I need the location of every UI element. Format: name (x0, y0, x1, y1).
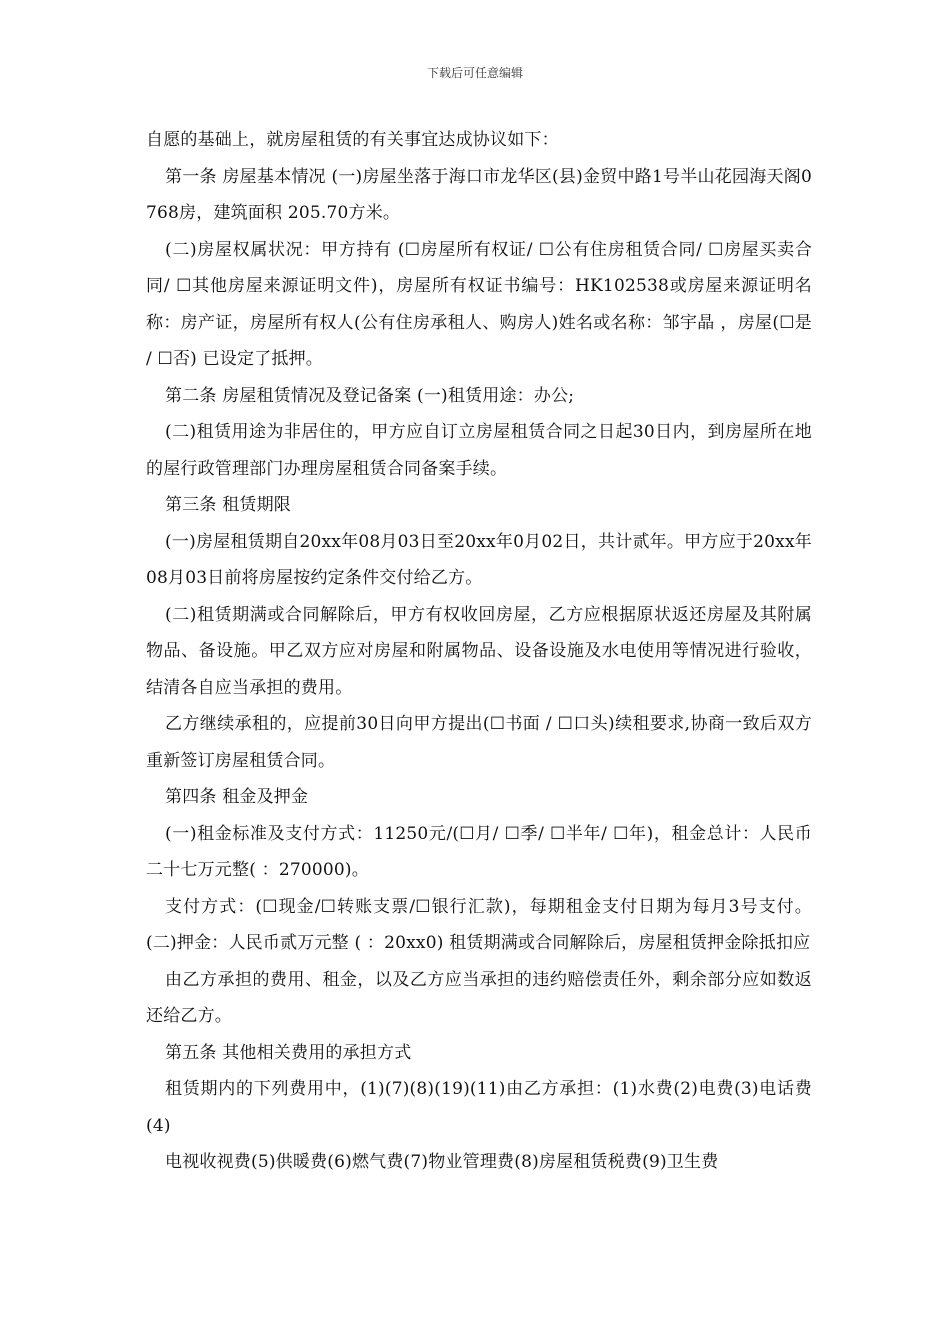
paragraph-return: (二)租赁期满或合同解除后，甲方有权收回房屋，乙方应根据原状返还房屋及其附属物品、备设施。甲乙双方应对房屋和附属物品、设备设施及水电使用等情况进行验收，结清各自应当承担的费用。 (146, 604, 812, 698)
paragraph-term: (一)房屋租赁期自20xx年08月03日至20xx年0月02日，共计贰年。甲方应于20xx年08月03日前将房屋按约定条件交付给乙方。 (146, 531, 812, 588)
paragraph-payment: 支付方式：(☐现金/☐转账支票/☐银行汇款)，每期租金支付日期为每月3号支付。 (二)押金：人民币贰万元整 ( ：20xx0) 租赁期满或合同解除后，房屋租赁押金除抵扣应 (146, 896, 812, 953)
paragraph-filing: (二)租赁用途为非居住的，甲方应自订立房屋租赁合同之日起30日内，到房屋所在地的屋行政管理部门办理房屋租赁合同备案手续。 (146, 422, 812, 479)
paragraph-article-2: 第二条 房屋租赁情况及登记备案 (一)租赁用途：办公; (165, 385, 575, 406)
paragraph-intro: 自愿的基础上，就房屋租赁的有关事宜达成协议如下： (146, 130, 559, 150)
paragraph-article-1: 第一条 房屋基本情况 (一)房屋坐落于海口市龙华区(县)金贸中路1号半山花园海天阁0768房，建筑面积 205.70方米。 (146, 166, 812, 223)
paragraph-rent: (一)租金标准及支付方式：11250元/(☐月/ ☐季/ ☐半年/ ☐年)，租金总计：人民币 二十七万元整( ：270000)。 (146, 823, 812, 880)
paragraph-article-3: 第三条 租赁期限 (165, 495, 292, 515)
paragraph-ownership: (二)房屋权属状况：甲方持有 (☐房屋所有权证/ ☐公有住房租赁合同/ ☐房屋买卖合同/ ☐其他房屋来源证明文件)，房屋所有权证书编号：HK102538或房屋来源证明名称：房产证，房屋所有权人(公有住房承租人、购房人)姓名或名称：邹宇晶 ，房屋(☐是 / ☐否) 已设定了抵押。 (146, 239, 812, 369)
paragraph-renewal: 乙方继续承租的，应提前30日向甲方提出(☐书面 / ☐口头)续租要求,协商一致后双方重新签订房屋租赁合同。 (146, 714, 812, 771)
paragraph-article-5: 第五条 其他相关费用的承担方式 (165, 1042, 412, 1063)
paragraph-deposit: 由乙方承担的费用、租金，以及乙方应当承担的违约赔偿责任外，剩余部分应如数返还给乙方。 (146, 969, 812, 1026)
document-body (146, 122, 812, 1181)
paragraph-fees: 租赁期内的下列费用中，(1)(7)(8)(19)(11)由乙方承担：(1)水费(2)电费(3)电话费(4) (146, 1079, 812, 1136)
page-header: 下载后可任意编辑 (426, 66, 523, 80)
paragraph-fees-cont: 电视收视费(5)供暖费(6)燃气费(7)物业管理费(8)房屋租赁税费(9)卫生费 (165, 1152, 719, 1172)
paragraph-article-4: 第四条 租金及押金 (165, 787, 309, 807)
